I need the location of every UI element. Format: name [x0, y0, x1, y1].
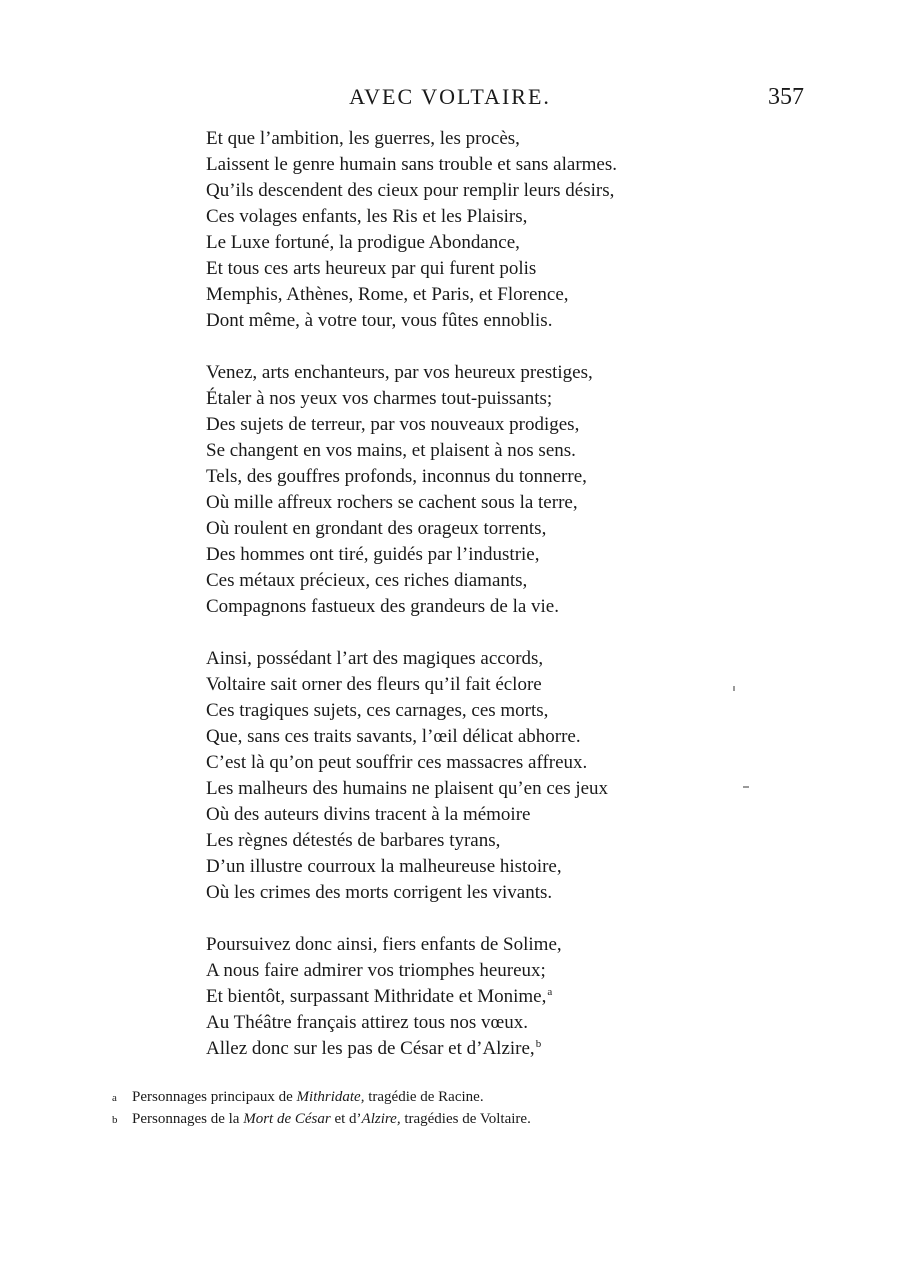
verse-line: Laissent le genre humain sans trouble et sans alarmes. — [206, 154, 618, 175]
verse-line: A nous faire admirer vos triomphes heureux; — [206, 960, 546, 981]
verse-line: Ces tragiques sujets, ces carnages, ces morts, — [206, 700, 549, 721]
stanza-1 — [206, 126, 826, 334]
verse-line: Des sujets de terreur, par vos nouveaux prodiges, — [206, 414, 580, 435]
verse-line: Ainsi, possédant l’art des magiques accords, — [206, 648, 544, 669]
verse-line: Au Théâtre français attirez tous nos vœux. — [206, 1012, 529, 1033]
verse-line: Que, sans ces traits savants, l’œil délicat abhorre. — [206, 726, 581, 747]
stanza-4 — [206, 932, 826, 1062]
footnote-text: Personnages principaux de — [132, 1089, 297, 1105]
verse-line: Où mille affreux rochers se cachent sous la terre, — [206, 492, 578, 513]
verse-line: Et que l’ambition, les guerres, les procès, — [206, 128, 520, 149]
footnote-text: Personnages de la — [132, 1111, 244, 1127]
footnote-b — [112, 1108, 832, 1130]
footnote-text: tragédie de Racine. — [364, 1089, 484, 1105]
verse-line: Les règnes détestés de barbares tyrans, — [206, 830, 501, 851]
verse-line: Où des auteurs divins tracent à la mémoire — [206, 804, 531, 825]
verse-line: Les malheurs des humains ne plaisent qu’en ces jeux — [206, 778, 609, 799]
verse-line: Où roulent en grondant des orageux torrents, — [206, 518, 547, 539]
verse-line: Poursuivez donc ainsi, fiers enfants de Solime, — [206, 934, 562, 955]
verse-text: Allez donc sur les pas de César et d’Alzire, — [206, 1038, 535, 1059]
verse-line: C’est là qu’on peut souffrir ces massacres affreux. — [206, 752, 588, 773]
footnote-title: Mort de César — [243, 1111, 331, 1127]
note-ref-a[interactable]: a — [547, 985, 553, 998]
paper-speck — [733, 686, 735, 691]
verse-line: Dont même, à votre tour, vous fûtes ennoblis. — [206, 310, 553, 331]
poem — [206, 126, 826, 1088]
stanza-2 — [206, 360, 826, 620]
verse-line: Voltaire sait orner des fleurs qu’il fait éclore — [206, 674, 542, 695]
verse-line — [206, 1036, 826, 1062]
footnotes — [112, 1086, 832, 1130]
verse-line: Qu’ils descendent des cieux pour remplir leurs désirs, — [206, 180, 615, 201]
verse-line: Ces volages enfants, les Ris et les Plaisirs, — [206, 206, 528, 227]
verse-line: Et tous ces arts heureux par qui furent polis — [206, 258, 537, 279]
verse-line: Se changent en vos mains, et plaisent à nos sens. — [206, 440, 576, 461]
verse-line: Compagnons fastueux des grandeurs de la vie. — [206, 596, 559, 617]
footnote-title: Mithridate, — [296, 1089, 365, 1105]
footnote-mark: a — [112, 1092, 117, 1104]
verse-line: Où les crimes des morts corrigent les vivants. — [206, 882, 553, 903]
verse-line: Le Luxe fortuné, la prodigue Abondance, — [206, 232, 520, 253]
running-head: AVEC VOLTAIRE. — [349, 84, 551, 109]
page-number: 357 — [768, 84, 804, 110]
footnote-text: tragédies de Voltaire. — [400, 1111, 531, 1127]
verse-line: Tels, des gouffres profonds, inconnus du tonnerre, — [206, 466, 587, 487]
verse-line: Ces métaux précieux, ces riches diamants, — [206, 570, 528, 591]
verse-line: Étaler à nos yeux vos charmes tout-puissants; — [206, 388, 553, 409]
footnote-text: et d’ — [330, 1111, 362, 1127]
verse-line: Des hommes ont tiré, guidés par l’industrie, — [206, 544, 540, 565]
footnote-mark: b — [112, 1114, 118, 1126]
note-ref-b[interactable]: b — [535, 1037, 542, 1050]
verse-line — [206, 984, 826, 1010]
footnote-title: Alzire, — [361, 1111, 401, 1127]
stanza-3 — [206, 646, 826, 906]
verse-line: Venez, arts enchanteurs, par vos heureux prestiges, — [206, 362, 593, 383]
verse-line: Memphis, Athènes, Rome, et Paris, et Florence, — [206, 284, 569, 305]
paper-speck — [743, 786, 749, 788]
footnote-a — [112, 1086, 832, 1108]
verse-line: D’un illustre courroux la malheureuse histoire, — [206, 856, 562, 877]
verse-text: Et bientôt, surpassant Mithridate et Monime, — [206, 986, 547, 1007]
